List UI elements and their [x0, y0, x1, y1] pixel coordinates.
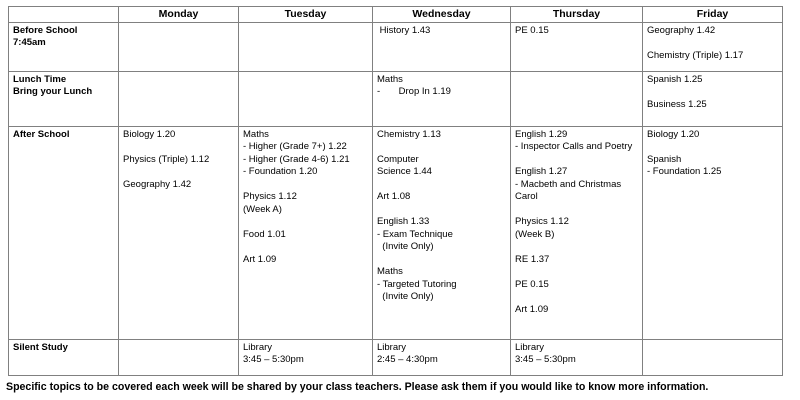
- cell-friday-silent-study: [643, 339, 783, 375]
- corner-cell: [9, 7, 119, 23]
- row-label-silent-study: [9, 339, 119, 375]
- row-after-school: [9, 126, 783, 339]
- cell-thursday-lunch: [511, 71, 643, 126]
- cell-monday-silent-study: [119, 339, 239, 375]
- header-row: [9, 7, 783, 23]
- cell-monday-before-school: [119, 22, 239, 71]
- cell-tuesday-lunch: [239, 71, 373, 126]
- row-lunch-time: [9, 71, 783, 126]
- cell-tuesday-silent-study: Library 3:45 – 5:30pm: [239, 339, 373, 375]
- row-before-school: [9, 22, 783, 71]
- cell-monday-after-school: Biology 1.20 Physics (Triple) 1.12 Geography 1.42: [119, 126, 239, 339]
- row-label-after-school: [9, 126, 119, 339]
- row-label-line: After School: [13, 128, 70, 140]
- day-header-wednesday: Wednesday: [373, 7, 511, 23]
- row-label-before-school: [9, 22, 119, 71]
- cell-tuesday-after-school: Maths - Higher (Grade 7+) 1.22 - Higher (Grade 4-6) 1.21 - Foundation 1.20 Physics 1.12 (Week A) Food 1.01 Art 1.09: [239, 126, 373, 339]
- cell-thursday-before-school: PE 0.15: [511, 22, 643, 71]
- footer-note: Specific topics to be covered each week will be shared by your class teachers. Please ask them if you would like to know more information.: [6, 381, 709, 393]
- cell-wednesday-lunch: Maths - Drop In 1.19: [373, 71, 511, 126]
- row-label-line: Silent Study: [13, 341, 68, 353]
- timetable: [8, 6, 783, 376]
- day-header-friday: Friday: [643, 7, 783, 23]
- cell-thursday-after-school: English 1.29 - Inspector Calls and Poetry English 1.27 - Macbeth and Christmas Carol Physics 1.12 (Week B) RE 1.37 PE 0.15 Art 1.09: [511, 126, 643, 339]
- cell-tuesday-before-school: [239, 22, 373, 71]
- row-label-line: Lunch Time: [13, 73, 67, 85]
- cell-friday-after-school: Biology 1.20 Spanish - Foundation 1.25: [643, 126, 783, 339]
- row-silent-study: [9, 339, 783, 375]
- cell-thursday-silent-study: Library 3:45 – 5:30pm: [511, 339, 643, 375]
- cell-friday-lunch: Spanish 1.25 Business 1.25: [643, 71, 783, 126]
- cell-monday-lunch: [119, 71, 239, 126]
- day-header-tuesday: Tuesday: [239, 7, 373, 23]
- cell-friday-before-school: Geography 1.42 Chemistry (Triple) 1.17: [643, 22, 783, 71]
- row-label-line: Bring your Lunch: [13, 86, 93, 97]
- row-label-line: Before School: [13, 24, 78, 36]
- row-label-lunch-time: [9, 71, 119, 126]
- cell-wednesday-before-school: History 1.43: [373, 22, 511, 71]
- day-header-monday: Monday: [119, 7, 239, 23]
- cell-wednesday-after-school: Chemistry 1.13 Computer Science 1.44 Art 1.08 English 1.33 - Exam Technique (Invite Only) Maths - Targeted Tutoring (Invite Only): [373, 126, 511, 339]
- cell-wednesday-silent-study: Library 2:45 – 4:30pm: [373, 339, 511, 375]
- row-label-line: 7:45am: [13, 37, 46, 48]
- day-header-thursday: Thursday: [511, 7, 643, 23]
